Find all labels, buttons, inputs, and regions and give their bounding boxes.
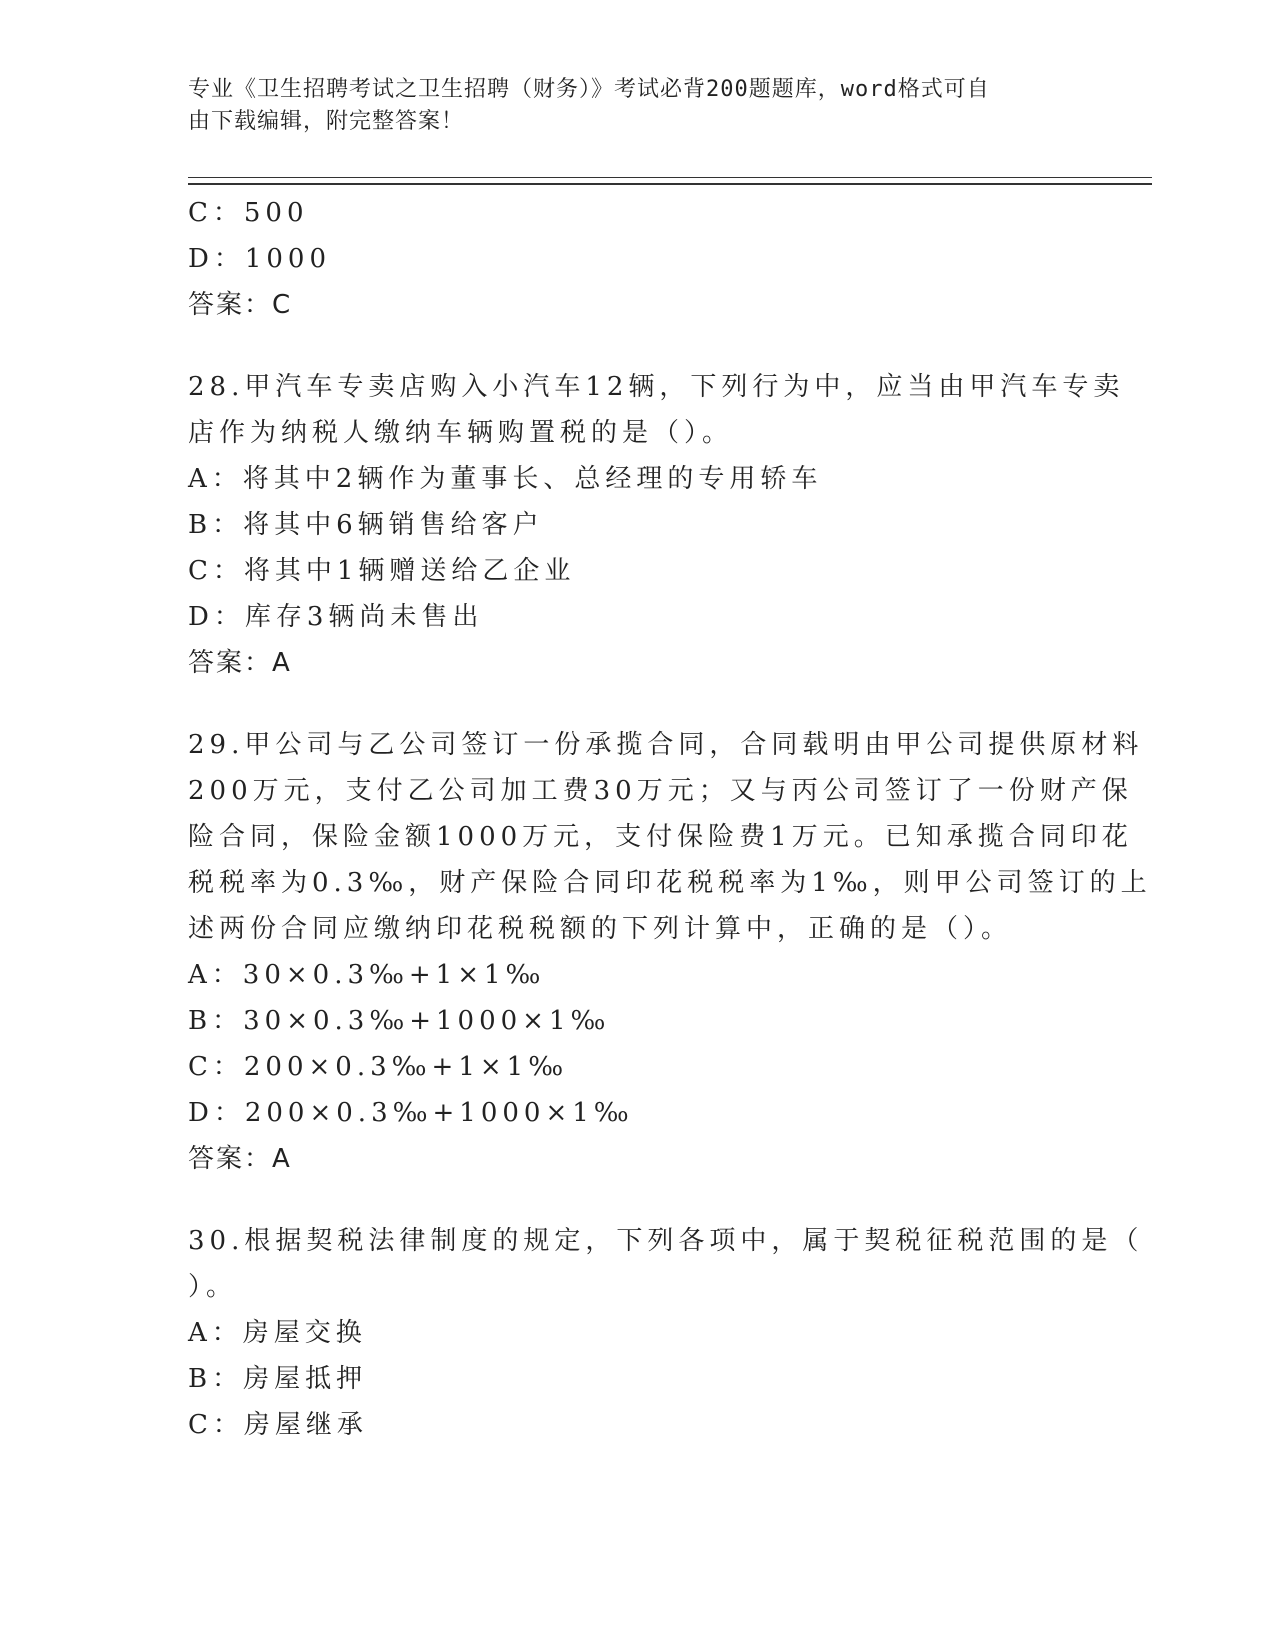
question-30 xyxy=(188,1218,1144,1448)
question-stem-line: 29.甲公司与乙公司签订一份承揽合同，合同载明由甲公司提供原材料 xyxy=(188,730,1144,760)
option-c: C：将其中1辆赠送给乙企业 xyxy=(188,556,576,586)
question-29 xyxy=(188,722,1152,1182)
option-c: C：500 xyxy=(188,198,309,228)
header-line-1: 专业《卫生招聘考试之卫生招聘（财务）》考试必背200题题库，word格式可自 xyxy=(188,77,990,102)
option-a: A：30×0.3‰+1×1‰ xyxy=(188,960,546,990)
question-stem-line: 28.甲汽车专卖店购入小汽车12辆，下列行为中，应当由甲汽车专卖 xyxy=(188,372,1125,402)
answer-line: 答案：C xyxy=(188,290,293,320)
question-stem-line: 险合同，保险金额1000万元，支付保险费1万元。已知承揽合同印花 xyxy=(188,822,1133,852)
question-stem-line: 200万元，支付乙公司加工费30万元；又与丙公司签订了一份财产保 xyxy=(188,776,1133,806)
question-stem-line: 店作为纳税人缴纳车辆购置税的是（）。 xyxy=(188,418,734,448)
question-stem-line: ）。 xyxy=(188,1272,238,1302)
document-body xyxy=(188,190,1152,1448)
option-c: C：200×0.3‰+1×1‰ xyxy=(188,1052,569,1082)
question-stem-line: 述两份合同应缴纳印花税税额的下列计算中，正确的是（）。 xyxy=(188,914,1013,944)
option-d: D：200×0.3‰+1000×1‰ xyxy=(188,1098,634,1128)
question-28 xyxy=(188,364,1125,686)
answer-line: 答案：A xyxy=(188,1144,292,1174)
option-d: D：库存3辆尚未售出 xyxy=(188,602,484,632)
option-a: A：房屋交换 xyxy=(188,1318,367,1348)
option-c: C：房屋继承 xyxy=(188,1410,368,1440)
option-b: B：房屋抵押 xyxy=(188,1364,368,1394)
option-d: D：1000 xyxy=(188,244,332,274)
question-stem-line: 税税率为0.3‰，财产保险合同印花税税率为1‰，则甲公司签订的上 xyxy=(188,868,1152,898)
previous-question-tail xyxy=(188,190,1088,328)
option-a: A：将其中2辆作为董事长、总经理的专用轿车 xyxy=(188,464,823,494)
option-b: B：30×0.3‰+1000×1‰ xyxy=(188,1006,611,1036)
answer-line: 答案：A xyxy=(188,648,292,678)
page-header xyxy=(188,74,1068,138)
header-line-2: 由下载编辑，附完整答案！ xyxy=(188,109,465,134)
header-divider xyxy=(188,177,1152,185)
question-stem-line: 30.根据契税法律制度的规定，下列各项中，属于契税征税范围的是（ xyxy=(188,1226,1144,1256)
option-b: B：将其中6辆销售给客户 xyxy=(188,510,544,540)
